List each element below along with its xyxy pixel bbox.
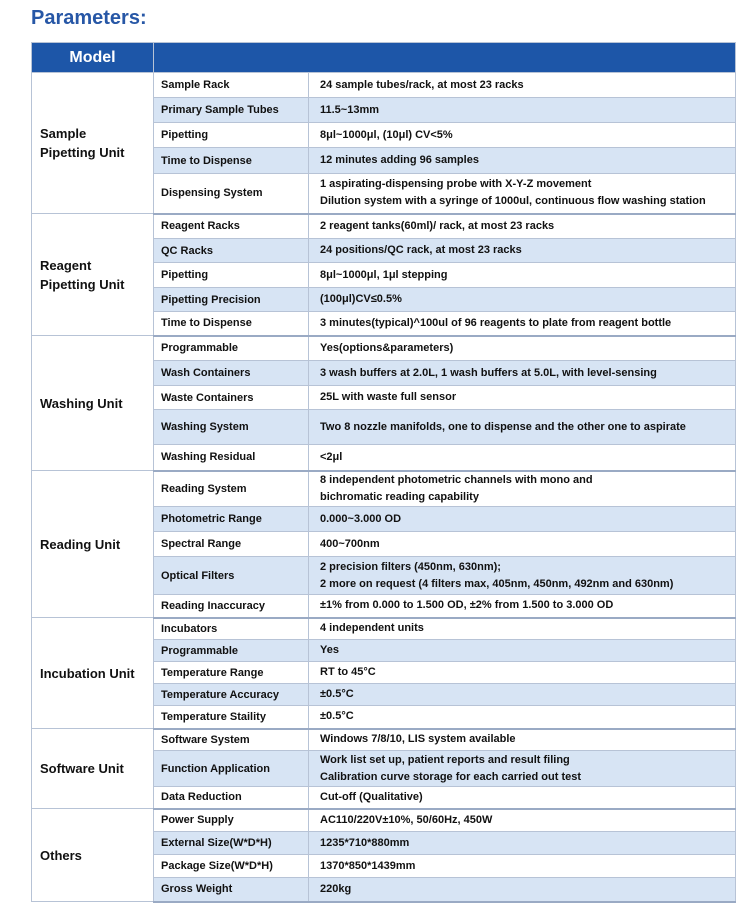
param-label: Programmable <box>154 336 309 361</box>
param-value <box>309 751 736 787</box>
param-value-line: <2μl <box>320 450 343 463</box>
param-label: QC Racks <box>154 239 309 263</box>
param-value-line: 400~700nm <box>320 537 380 550</box>
param-value-line: 8μl~1000μl, (10μl) CV<5% <box>320 128 453 141</box>
param-label: Wash Containers <box>154 361 309 386</box>
param-value-line: 220kg <box>320 882 352 895</box>
param-value <box>309 532 736 557</box>
group-name-line: Sample <box>40 126 87 141</box>
param-value <box>309 410 736 445</box>
param-value <box>309 148 736 174</box>
group-name-line: Pipetting Unit <box>40 145 125 160</box>
parameters-table <box>31 42 736 903</box>
param-value <box>309 809 736 832</box>
param-label: Reading Inaccuracy <box>154 595 309 618</box>
param-label: Dispensing System <box>154 174 309 214</box>
param-value-line: Yes(options&parameters) <box>320 341 454 354</box>
param-value-line: Calibration curve storage for each carried out test <box>320 770 582 783</box>
param-label: Washing System <box>154 410 309 445</box>
param-value <box>309 618 736 640</box>
param-value-line: 2 more on request (4 filters max, 405nm, 450nm, 492nm and 630nm) <box>320 577 674 590</box>
param-value-line: 1 aspirating-dispensing probe with X-Y-Z movement <box>320 178 592 191</box>
param-value-line: 3 wash buffers at 2.0L, 1 wash buffers at 5.0L, with level-sensing <box>320 366 657 379</box>
group-name <box>32 214 154 336</box>
param-value-line: 0.000~3.000 OD <box>320 512 402 525</box>
param-value-line: AC110/220V±10%, 50/60Hz, 450W <box>320 813 493 826</box>
group-name-line: Software Unit <box>40 761 124 776</box>
param-label: Washing Residual <box>154 445 309 471</box>
param-label: Temperature Accuracy <box>154 684 309 706</box>
param-label: Data Reduction <box>154 787 309 809</box>
group-name-line: Others <box>40 847 82 863</box>
param-label: Photometric Range <box>154 507 309 532</box>
param-value <box>309 471 736 507</box>
param-value-line: 1235*710*880mm <box>320 836 410 849</box>
param-label: Pipetting <box>154 123 309 148</box>
param-value <box>309 832 736 855</box>
param-value <box>309 640 736 662</box>
param-value-line: Cut-off (Qualitative) <box>320 790 423 803</box>
param-value-line: 8 independent photometric channels with mono and <box>320 473 593 486</box>
param-label: Function Application <box>154 751 309 787</box>
param-value-line: 11.5~13mm <box>320 103 380 116</box>
param-value <box>309 98 736 123</box>
param-value <box>309 557 736 595</box>
group-name-line: Washing Unit <box>40 395 123 411</box>
param-value-line: Work list set up, patient reports and result filing <box>320 753 570 766</box>
param-label: Software System <box>154 729 309 751</box>
param-value <box>309 729 736 751</box>
param-value <box>309 706 736 729</box>
param-value-line: 2 precision filters (450nm, 630nm); <box>320 560 501 573</box>
param-value-line: RT to 45°C <box>320 666 376 678</box>
param-value <box>309 312 736 336</box>
param-value <box>309 239 736 263</box>
param-value <box>309 855 736 878</box>
table-header <box>32 43 736 73</box>
group-name <box>32 73 154 214</box>
param-label: Package Size(W*D*H) <box>154 855 309 878</box>
param-label: Primary Sample Tubes <box>154 98 309 123</box>
group-name-line: Incubation Unit <box>40 665 135 681</box>
param-value <box>309 123 736 148</box>
param-label: Time to Dispense <box>154 148 309 174</box>
param-value-line: 24 sample tubes/rack, at most 23 racks <box>320 78 524 91</box>
param-value <box>309 174 736 214</box>
param-value-line: Windows 7/8/10, LIS system available <box>320 733 516 746</box>
group-name-line: Reagent <box>40 257 92 273</box>
param-value-line: ±0.5°C <box>320 710 354 723</box>
param-value-line: 2 reagent tanks(60ml)/ rack, at most 23 racks <box>320 219 555 232</box>
param-value-line: bichromatic reading capability <box>320 490 479 503</box>
model-header: Model <box>32 43 154 73</box>
param-label: Reagent Racks <box>154 214 309 239</box>
param-value-line: 8μl~1000μl, 1μl stepping <box>320 268 448 281</box>
group-name-line: Reading Unit <box>40 536 121 552</box>
param-label: Time to Dispense <box>154 312 309 336</box>
param-value-line: (100μl)CV≤0.5% <box>320 293 402 305</box>
param-value <box>309 507 736 532</box>
param-value-line: Dilution system with a syringe of 1000ul, continuous flow washing station <box>320 195 706 208</box>
param-value <box>309 386 736 410</box>
param-label: Waste Containers <box>154 386 309 410</box>
table-row <box>32 809 736 832</box>
param-value-line: Yes <box>320 644 339 656</box>
param-value <box>309 684 736 706</box>
param-value <box>309 445 736 471</box>
param-value-line: 3 minutes(typical)^100ul of 96 reagents to plate from reagent bottle <box>320 316 672 329</box>
group-name <box>32 336 154 471</box>
table-row <box>32 73 736 98</box>
param-label: Temperature Range <box>154 662 309 684</box>
param-label: Spectral Range <box>154 532 309 557</box>
param-label: Incubators <box>154 618 309 640</box>
param-label: Sample Rack <box>154 73 309 98</box>
param-value-line: ±0.5°C <box>320 688 354 700</box>
table-row <box>32 214 736 239</box>
page-title: Parameters: <box>31 7 147 29</box>
param-value <box>309 336 736 361</box>
param-value <box>309 361 736 386</box>
param-value <box>309 73 736 98</box>
param-value-line: 1370*850*1439mm <box>320 859 416 872</box>
group-name <box>32 618 154 729</box>
table-row <box>32 471 736 507</box>
group-name <box>32 809 154 902</box>
param-value-line: 4 independent units <box>320 622 424 635</box>
param-value <box>309 662 736 684</box>
group-name <box>32 729 154 809</box>
table-body <box>32 73 736 902</box>
param-label: Pipetting <box>154 263 309 288</box>
table-row <box>32 729 736 751</box>
param-value <box>309 263 736 288</box>
param-label: Programmable <box>154 640 309 662</box>
param-label: Temperature Staility <box>154 706 309 729</box>
table-row <box>32 618 736 640</box>
param-value <box>309 787 736 809</box>
group-name <box>32 471 154 618</box>
param-label: Power Supply <box>154 809 309 832</box>
param-value-line: 25L with waste full sensor <box>320 391 457 403</box>
param-value <box>309 595 736 618</box>
param-value-line: 24 positions/QC rack, at most 23 racks <box>320 244 522 256</box>
header-spacer <box>154 43 736 73</box>
param-label: Reading System <box>154 471 309 507</box>
param-value <box>309 878 736 902</box>
table-row <box>32 336 736 361</box>
param-label: Optical Filters <box>154 557 309 595</box>
param-value-line: ±1% from 0.000 to 1.500 OD, ±2% from 1.500 to 3.000 OD <box>320 599 614 612</box>
param-label: Gross Weight <box>154 878 309 902</box>
param-value <box>309 288 736 312</box>
group-name-line: Pipetting Unit <box>40 276 125 292</box>
param-value <box>309 214 736 239</box>
param-value-line: 12 minutes adding 96 samples <box>320 154 479 166</box>
param-label: External Size(W*D*H) <box>154 832 309 855</box>
param-value-line: Two 8 nozzle manifolds, one to dispense and the other one to aspirate <box>320 420 686 433</box>
param-label: Pipetting Precision <box>154 288 309 312</box>
